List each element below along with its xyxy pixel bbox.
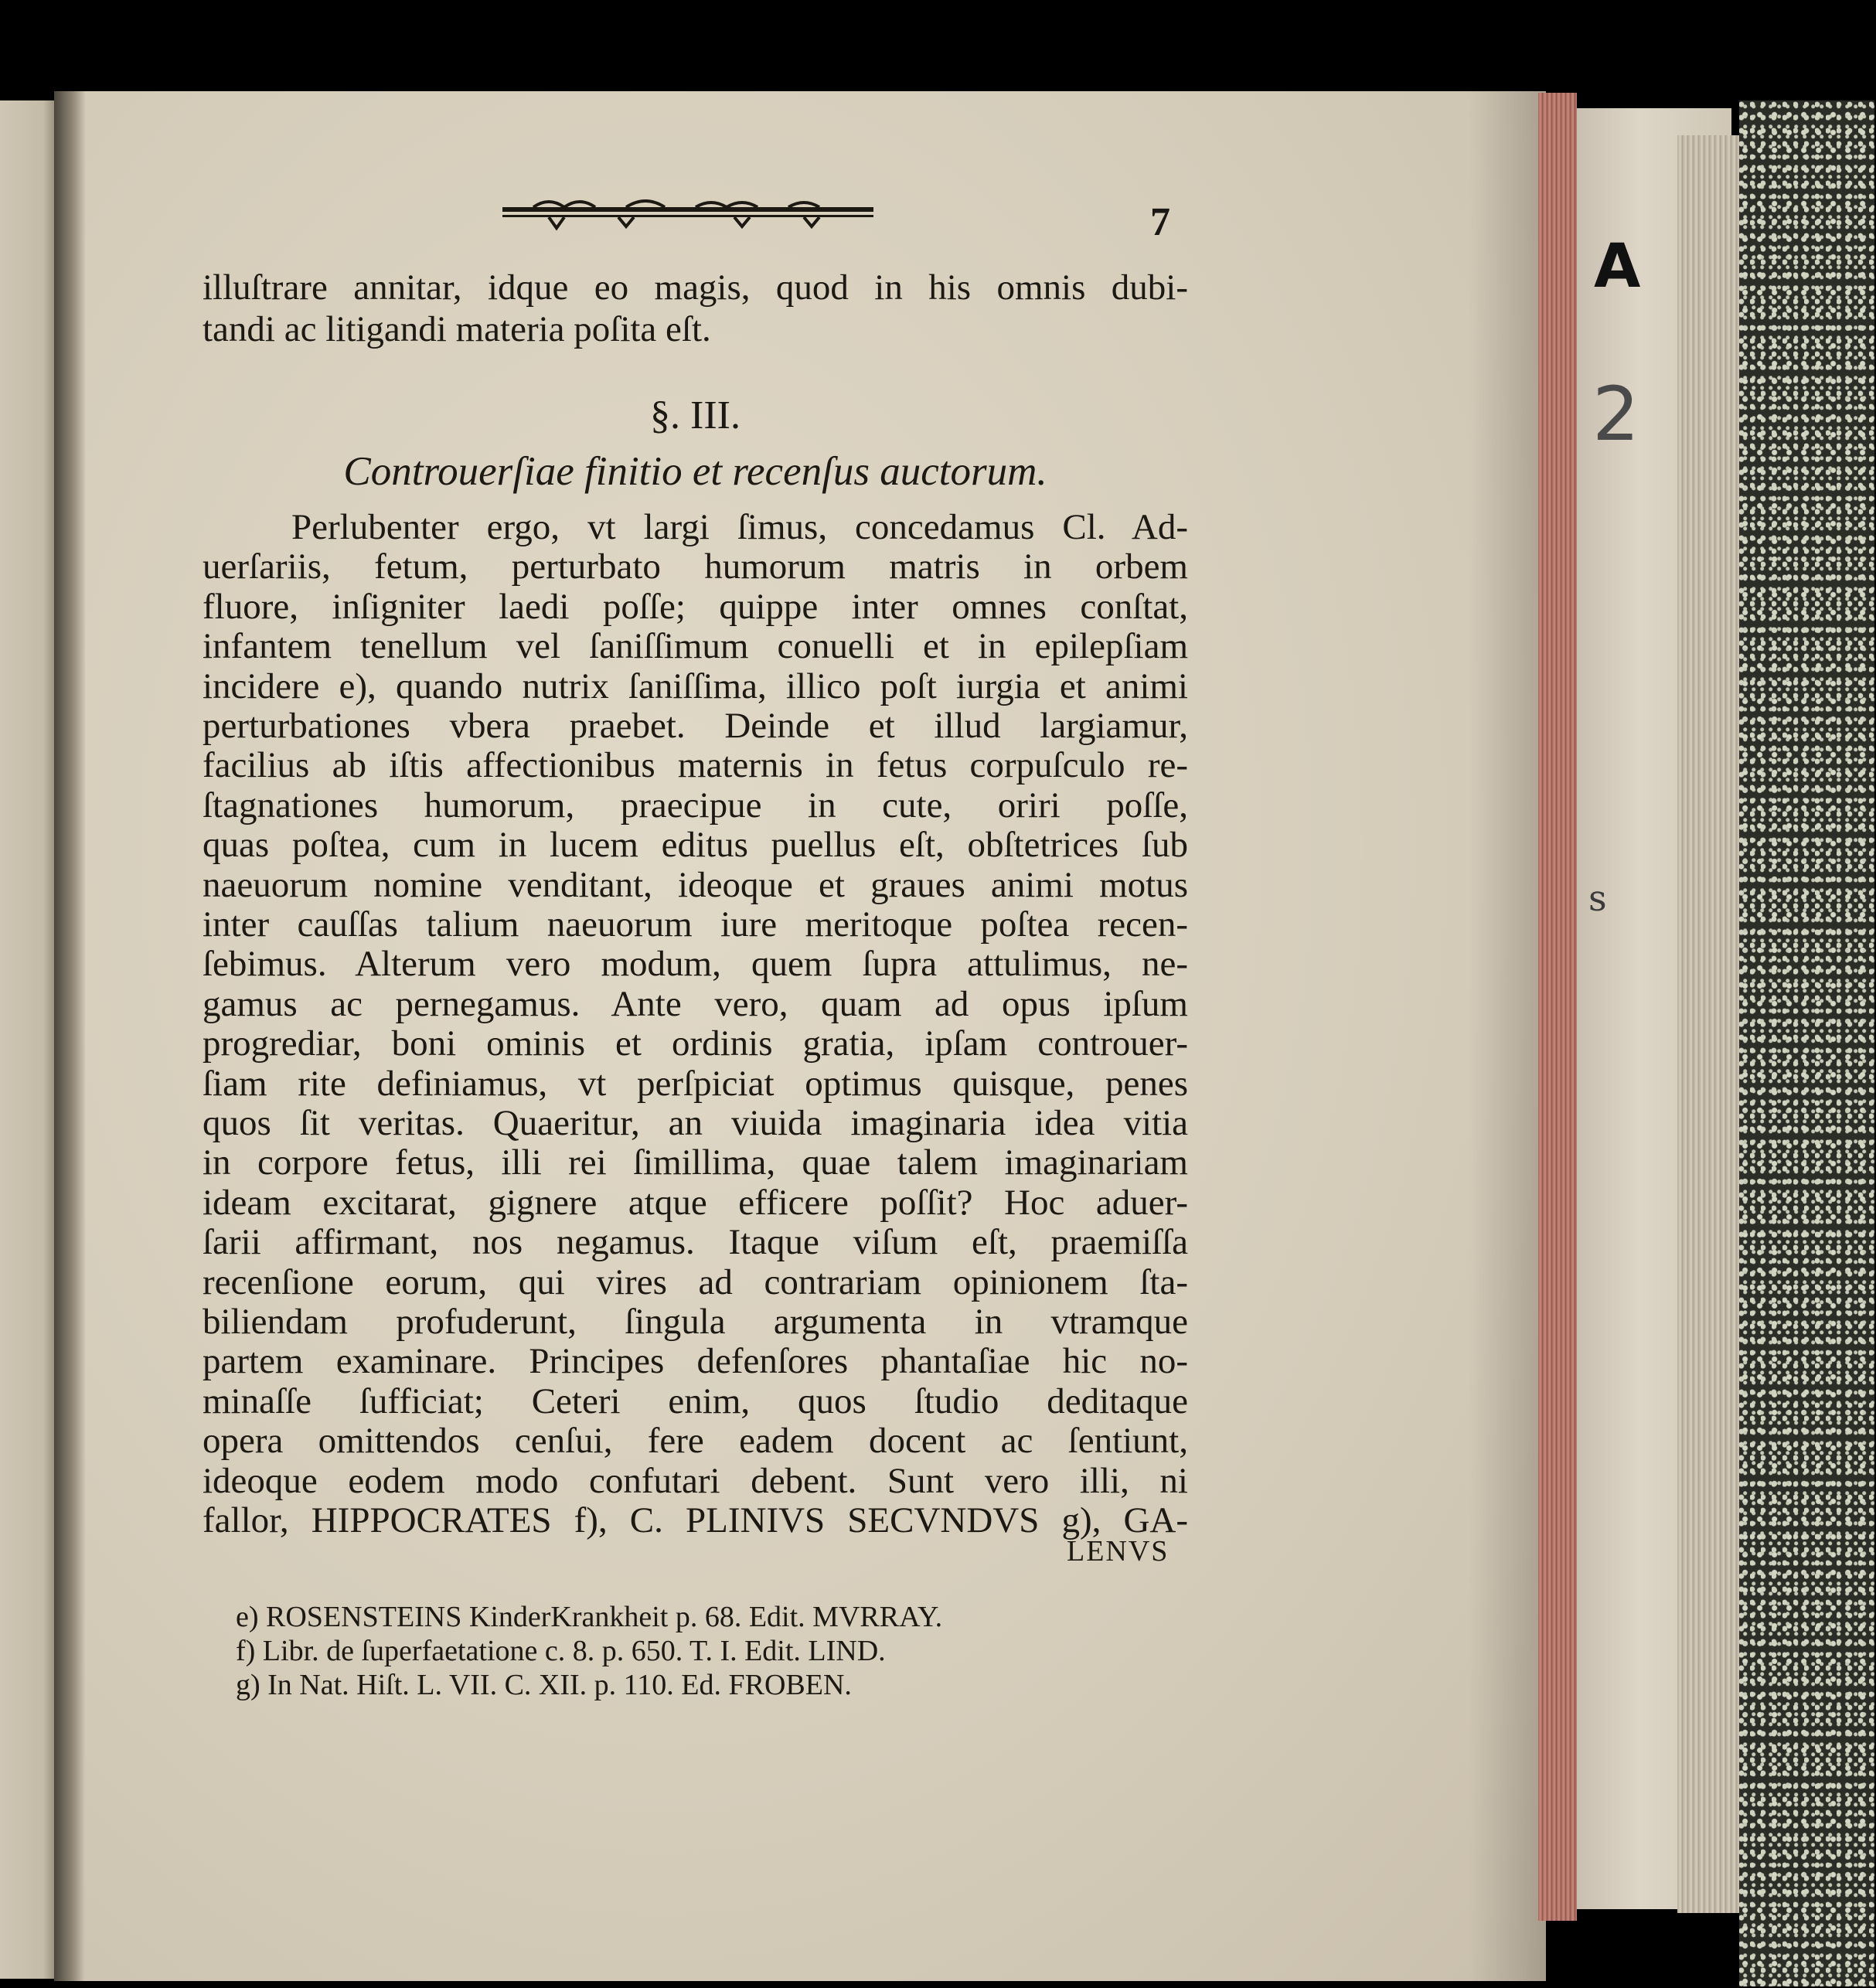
page-number: 7 [1150, 200, 1170, 244]
body-line: fluore, inſigniter laedi poſſe; quippe inter omnes conſtat, [203, 586, 1188, 627]
intro-line: tandi ac litigandi materia poſita eſt. [203, 309, 711, 349]
body-line: gamus ac pernegamus. Ante vero, quam ad opus ipſum [203, 983, 1188, 1024]
footnote: e) ROSENSTEINS KinderKrankheit p. 68. Edit. MVRRAY. [236, 1601, 943, 1633]
body-line: quas poſtea, cum in lucem editus puellus eſt, obſtetrices ſub [203, 825, 1188, 866]
headpiece-ornament-icon [502, 193, 873, 232]
body-line: ſiam rite definiamus, vt perſpiciat optimus quisque, penes [203, 1063, 1188, 1104]
cover-pencil-mark: 2 [1592, 371, 1640, 458]
body-line: perturbationes vbera praebet. Deinde et illud largiamur, [203, 706, 1188, 746]
body-line: partem examinare. Principes defenſores phantaſiae hic no- [203, 1341, 1188, 1382]
body-line: minaſſe ſufficiat; Ceteri enim, quos ſtudio deditaque [203, 1380, 1188, 1421]
body-line: ſarii affirmant, nos negamus. Itaque viſum eſt, praemiſſa [203, 1222, 1188, 1263]
catchword: LENVS [1067, 1535, 1170, 1568]
body-line: opera omittendos cenſui, fere eadem docent ac ſentiunt, [203, 1421, 1188, 1462]
page-stack-edge [1677, 135, 1739, 1913]
body-line: fallor, HIPPOCRATES f), C. PLINIVS SECVNDVS g), GA- [203, 1500, 1188, 1540]
body-line: quos ſit veritas. Quaeritur, an viuida imaginaria idea vitia [203, 1103, 1188, 1143]
body-line: ſtagnationes humorum, praecipue in cute, oriri poſſe, [203, 785, 1188, 825]
body-line: in corpore fetus, illi rei ſimillima, quae talem imaginariam [203, 1142, 1188, 1183]
body-line: inter cauſſas talium naeuorum iure meritoque poſtea recen- [203, 904, 1188, 945]
left-page-edge [0, 100, 62, 1979]
cover-tab-fragment: s [1588, 877, 1607, 919]
body-line: uerſariis, fetum, perturbato humorum matris in orbem [203, 546, 1188, 587]
body-line: recenſione eorum, qui vires ad contrariam opinionem ſta- [203, 1261, 1188, 1302]
footnote: f) Libr. de ſuperfaetatione c. 8. p. 650. T. I. Edit. LIND. [236, 1635, 886, 1667]
cover-tab-letter: A [1594, 232, 1641, 301]
red-page-edges [1538, 93, 1577, 1921]
footnote: g) In Nat. Hiſt. L. VII. C. XII. p. 110. Ed. FROBEN. [236, 1669, 852, 1701]
section-title: Controuerſiae finitio et recenſus auctorum. [343, 449, 1047, 494]
body-line: progrediar, boni ominis et ordinis gratia, ipſam controuer- [203, 1023, 1188, 1064]
section-number: §. III. [650, 393, 741, 437]
body-line: biliendam profuderunt, ſingula argumenta in vtramque [203, 1302, 1188, 1342]
body-line: facilius ab iſtis affectionibus maternis in fetus corpuſculo re- [203, 745, 1188, 786]
page-edge-shadow [1469, 91, 1546, 1981]
body-line: infantem tenellum vel ſaniſſimum conuelli et in epilepſiam [203, 626, 1188, 667]
body-line: ſebimus. Alterum vero modum, quem ſupra attulimus, ne- [203, 944, 1188, 985]
book-gutter [54, 91, 85, 1981]
intro-line: illuſtrare annitar, idque eo magis, quod in his omnis dubi- [203, 267, 1188, 308]
body-line: Perlubenter ergo, vt largi ſimus, concedamus Cl. Ad- [291, 507, 1188, 547]
body-line: incidere e), quando nutrix ſaniſſima, illico poſt iurgia et animi [203, 666, 1188, 706]
body-line: ideoque eodem modo confutari debent. Sunt vero illi, ni [203, 1460, 1188, 1501]
marbled-spine [1739, 100, 1874, 1986]
body-line: ideam excitarat, gignere atque efficere poſſit? Hoc aduer- [203, 1182, 1188, 1223]
body-line: naeuorum nomine venditant, ideoque et graues animi motus [203, 864, 1188, 905]
